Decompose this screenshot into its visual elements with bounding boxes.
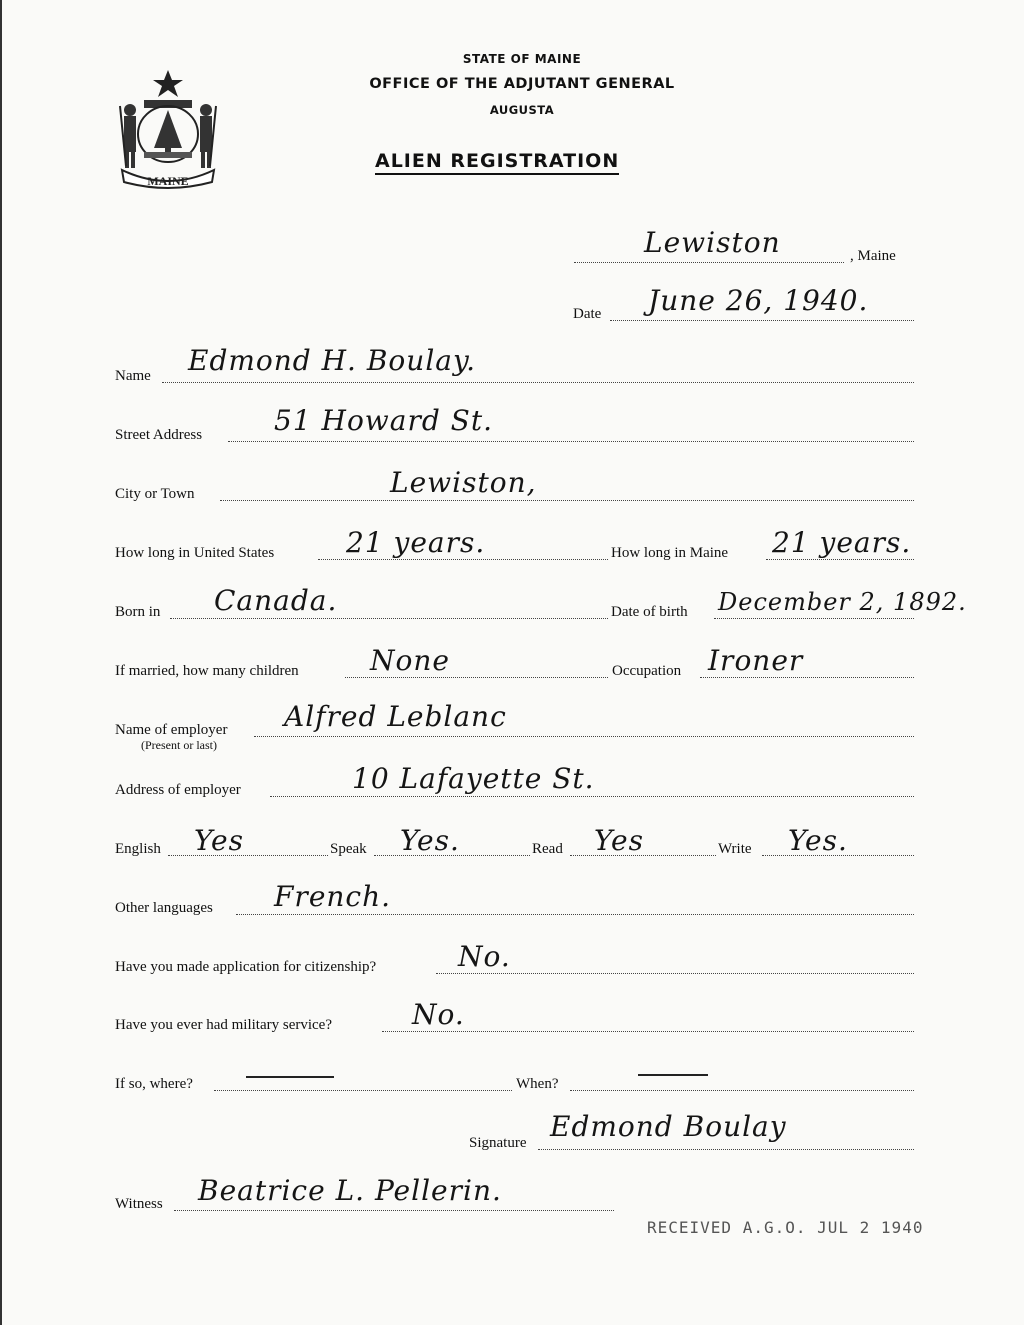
date-line	[610, 320, 914, 321]
place-value: Lewiston	[644, 226, 781, 259]
employer-sublabel: (Present or last)	[141, 738, 217, 752]
write-label: Write	[718, 841, 752, 857]
place-suffix-label: , Maine	[850, 248, 896, 264]
state-seal-icon	[112, 66, 224, 192]
employer-line	[254, 736, 914, 737]
employer-address-label: Address of employer	[115, 782, 241, 798]
military-label: Have you ever had military service?	[115, 1017, 332, 1033]
form-title: ALIEN REGISTRATION	[375, 150, 619, 175]
born-label: Born in	[115, 604, 161, 620]
other-languages-line	[236, 914, 914, 915]
other-languages-value: French.	[274, 880, 392, 913]
city-line	[220, 500, 914, 501]
maine-label: How long in Maine	[611, 545, 729, 561]
occupation-label: Occupation	[612, 663, 682, 679]
citizenship-line	[436, 973, 914, 974]
where-dash	[246, 1076, 334, 1078]
military-value: No.	[412, 998, 465, 1031]
children-label: If married, how many children	[115, 663, 299, 679]
dob-line	[714, 618, 914, 619]
children-line	[345, 677, 608, 678]
signature-value: Edmond Boulay	[550, 1110, 787, 1143]
when-label: When?	[516, 1076, 559, 1092]
street-line	[228, 441, 914, 442]
signature-line	[538, 1149, 914, 1150]
name-value: Edmond H. Boulay.	[188, 344, 476, 377]
military-line	[382, 1031, 914, 1032]
employer-address-line	[270, 796, 914, 797]
maine-value: 21 years.	[772, 526, 912, 559]
state-heading: STATE OF MAINE	[462, 52, 582, 66]
witness-value: Beatrice L. Pellerin.	[198, 1174, 502, 1207]
english-value: Yes	[194, 824, 244, 857]
witness-label: Witness	[115, 1196, 163, 1212]
street-label: Street Address	[115, 427, 203, 443]
born-line	[170, 618, 608, 619]
children-value: None	[370, 644, 450, 677]
occupation-value: Ironer	[708, 644, 804, 677]
when-line	[570, 1090, 914, 1091]
speak-value: Yes.	[400, 824, 460, 857]
us-label: How long in United States	[115, 545, 275, 561]
dob-label: Date of birth	[611, 604, 688, 620]
read-label: Read	[532, 841, 563, 857]
name-line	[162, 382, 914, 383]
street-value: 51 Howard St.	[274, 404, 494, 437]
city-heading: AUGUSTA	[489, 103, 555, 117]
place-line	[574, 262, 844, 263]
us-value: 21 years.	[346, 526, 486, 559]
employer-value: Alfred Leblanc	[284, 700, 507, 733]
date-label: Date	[573, 306, 602, 322]
city-value: Lewiston,	[390, 466, 537, 499]
us-line	[318, 559, 608, 560]
dob-value: December 2, 1892.	[718, 588, 967, 616]
employer-label: Name of employer	[115, 722, 228, 738]
city-label: City or Town	[115, 486, 195, 502]
maine-line	[766, 559, 914, 560]
other-languages-label: Other languages	[115, 900, 213, 916]
write-value: Yes.	[788, 824, 848, 857]
occupation-line	[700, 677, 914, 678]
witness-line	[174, 1210, 614, 1211]
office-heading: OFFICE OF THE ADJUTANT GENERAL	[369, 76, 675, 92]
english-line	[168, 855, 328, 856]
born-value: Canada.	[214, 584, 338, 617]
seal-text: MAINE	[147, 174, 189, 188]
english-label: English	[115, 841, 161, 857]
date-value: June 26, 1940.	[648, 284, 869, 317]
received-stamp: RECEIVED A.G.O. JUL 2 1940	[647, 1218, 924, 1237]
name-label: Name	[115, 368, 151, 384]
citizenship-value: No.	[458, 940, 511, 973]
where-label: If so, where?	[115, 1076, 193, 1092]
speak-label: Speak	[330, 841, 367, 857]
when-dash	[638, 1074, 708, 1076]
employer-address-value: 10 Lafayette St.	[352, 762, 595, 795]
citizenship-label: Have you made application for citizenship?	[115, 959, 377, 975]
where-line	[214, 1090, 512, 1091]
signature-label: Signature	[469, 1135, 527, 1151]
read-value: Yes	[594, 824, 644, 857]
